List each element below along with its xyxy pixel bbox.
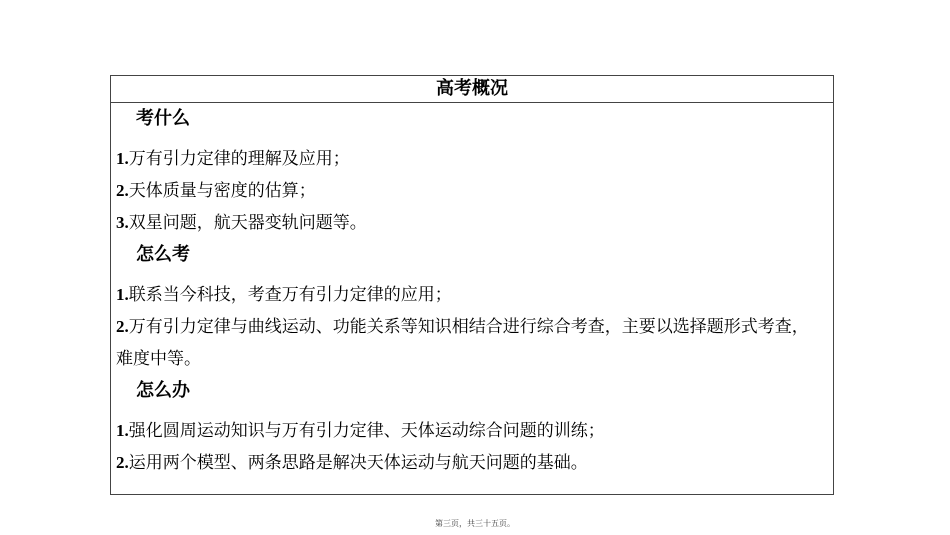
item-text: 天体质量与密度的估算；: [128, 181, 316, 201]
section-title-how-tested: 怎么考: [136, 244, 190, 265]
list-item: [116, 447, 823, 479]
item-text: 双星问题，航天器变轨问题等。: [128, 213, 367, 233]
item-number: 1.: [116, 149, 129, 168]
section-title-what: 考什么: [136, 108, 190, 129]
list-item: [116, 175, 823, 207]
item-number: 3.: [116, 213, 129, 232]
table-content: [116, 103, 823, 479]
item-number: 2.: [116, 181, 129, 200]
table-title: 高考概况: [111, 76, 833, 103]
overview-table: [110, 75, 834, 495]
item-number: 2.: [116, 453, 129, 472]
list-item: [116, 311, 823, 375]
item-text: 万有引力定律的理解及应用；: [128, 149, 350, 169]
item-number: 1.: [116, 421, 129, 440]
item-number: 2.: [116, 317, 129, 336]
item-text: 联系当今科技，考查万有引力定律的应用；: [128, 285, 452, 305]
page-footer: 第三页，共三十五页。: [435, 519, 515, 528]
list-item: [116, 279, 823, 311]
item-number: 1.: [116, 285, 129, 304]
item-text: 万有引力定律与曲线运动、功能关系等知识相结合进行综合考查，主要以选择题形式考查，难度中等。: [116, 317, 809, 369]
list-item: [116, 415, 823, 447]
section-title-what-to-do: 怎么办: [136, 380, 190, 401]
item-text: 运用两个模型、两条思路是解决天体运动与航天问题的基础。: [128, 453, 588, 473]
list-item: [116, 143, 823, 175]
item-text: 强化圆周运动知识与万有引力定律、天体运动综合问题的训练；: [128, 421, 605, 441]
list-item: [116, 207, 823, 239]
